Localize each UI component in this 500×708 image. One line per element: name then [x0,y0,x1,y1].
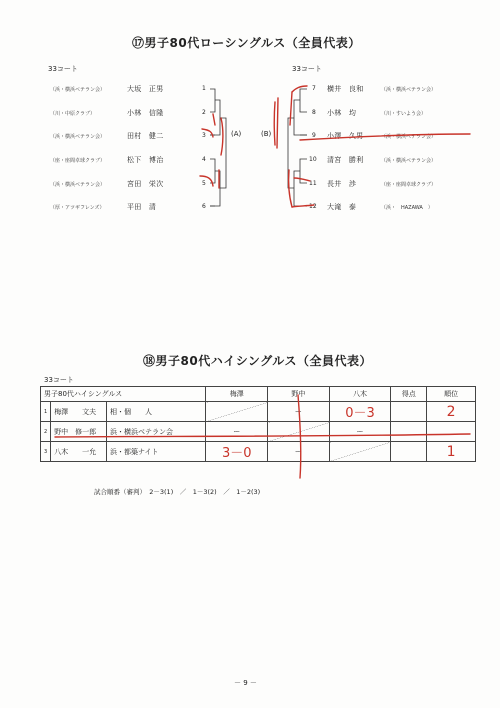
col-header-umezawa: 梅澤 [206,387,268,402]
player-number: 7 [312,85,316,92]
player-name: 田村 健二 [127,132,164,140]
player-club: （川・中原クラブ） [50,111,96,117]
rank-header: 順位 [427,387,476,402]
player-name: 松下 博治 [127,156,164,164]
player-club: 浜・横浜ベテラン会 [106,422,205,442]
section17-title: ⑰男子80代ローシングルス（全員代表） [132,36,361,50]
player-name: 清宮 勝利 [327,156,364,164]
player-name: 大坂 正男 [127,85,164,93]
player-number: 6 [202,203,206,210]
player-club: （浜・横浜ベテラン会） [50,87,106,93]
match-cell: 3－0 [206,442,268,462]
player-number: 8 [312,109,316,116]
player-club: （座・座間卓球クラブ） [50,158,106,164]
rank-cell: 2 [427,402,476,422]
player-name: 野中 修一郎 [51,422,107,442]
row-number: 2 [41,422,51,442]
player-number: 1 [202,85,206,92]
match-cell: 0－3 [329,402,391,422]
section18-title: ⑱男子80代ハイシングルス（全員代表） [143,354,372,368]
col-header-yagi: 八木 [329,387,391,402]
player-name: 梅澤 文夫 [51,402,107,422]
player-club: （浜・横浜ベテラン会） [381,134,437,140]
row-number: 3 [41,442,51,462]
player-name: 長井 渉 [327,180,357,188]
section18-court-label: 33コート [44,376,74,384]
col-header-nonaka: 野中 [268,387,330,402]
row-number: 1 [41,402,51,422]
player-number: 5 [202,180,206,187]
match-cell: ー [268,402,330,422]
match-cell: ー [206,422,268,442]
points-header: 得点 [391,387,427,402]
player-club: 浜・都築ナイト [106,442,205,462]
player-name: 小林 信隆 [127,109,164,117]
player-club: （浜・ HAZAWA ） [381,205,433,211]
event-header: 男子80代ハイシングルス [41,387,206,402]
player-number: 9 [312,132,316,139]
player-name: 平田 清 [127,203,157,211]
match-order: 試合順番（審判） 2－3(1) ／ 1－3(2) ／ 1－2(3) [94,488,261,496]
player-name: 大滝 泰 [327,203,357,211]
player-club: （座・座間卓球クラブ） [381,182,437,188]
rank-cell: 1 [427,442,476,462]
player-club: （浜・横浜ベテラン会） [381,87,437,93]
player-name: 横井 良和 [327,85,364,93]
player-number: 10 [309,156,317,163]
match-cell: ー [329,422,391,442]
player-number: 11 [309,180,317,187]
player-number: 12 [309,203,317,210]
player-club: （浜・横浜ベテラン会） [50,134,106,140]
match-cell: ー [268,442,330,462]
pool-a-label: (A) [231,130,242,138]
player-name: 小澤 久男 [327,132,364,140]
pool-b-label: (B) [261,130,272,138]
player-club: 相・個 人 [106,402,205,422]
player-name: 宮田 栄次 [127,180,164,188]
player-number: 2 [202,109,206,116]
left-court-label: 33コート [48,65,78,73]
player-club: （川・すいよう会） [381,111,427,117]
page-number: － 9 － [234,679,257,687]
player-number: 3 [202,132,206,139]
player-name: 小林 均 [327,109,357,117]
player-club: （浜・横浜ベテラン会） [381,158,437,164]
right-court-label: 33コート [292,65,322,73]
player-club: （厚・アツギフレンズ） [50,205,105,211]
player-name: 八木 一允 [51,442,107,462]
player-number: 4 [202,156,206,163]
player-club: （浜・横浜ベテラン会） [50,182,106,188]
